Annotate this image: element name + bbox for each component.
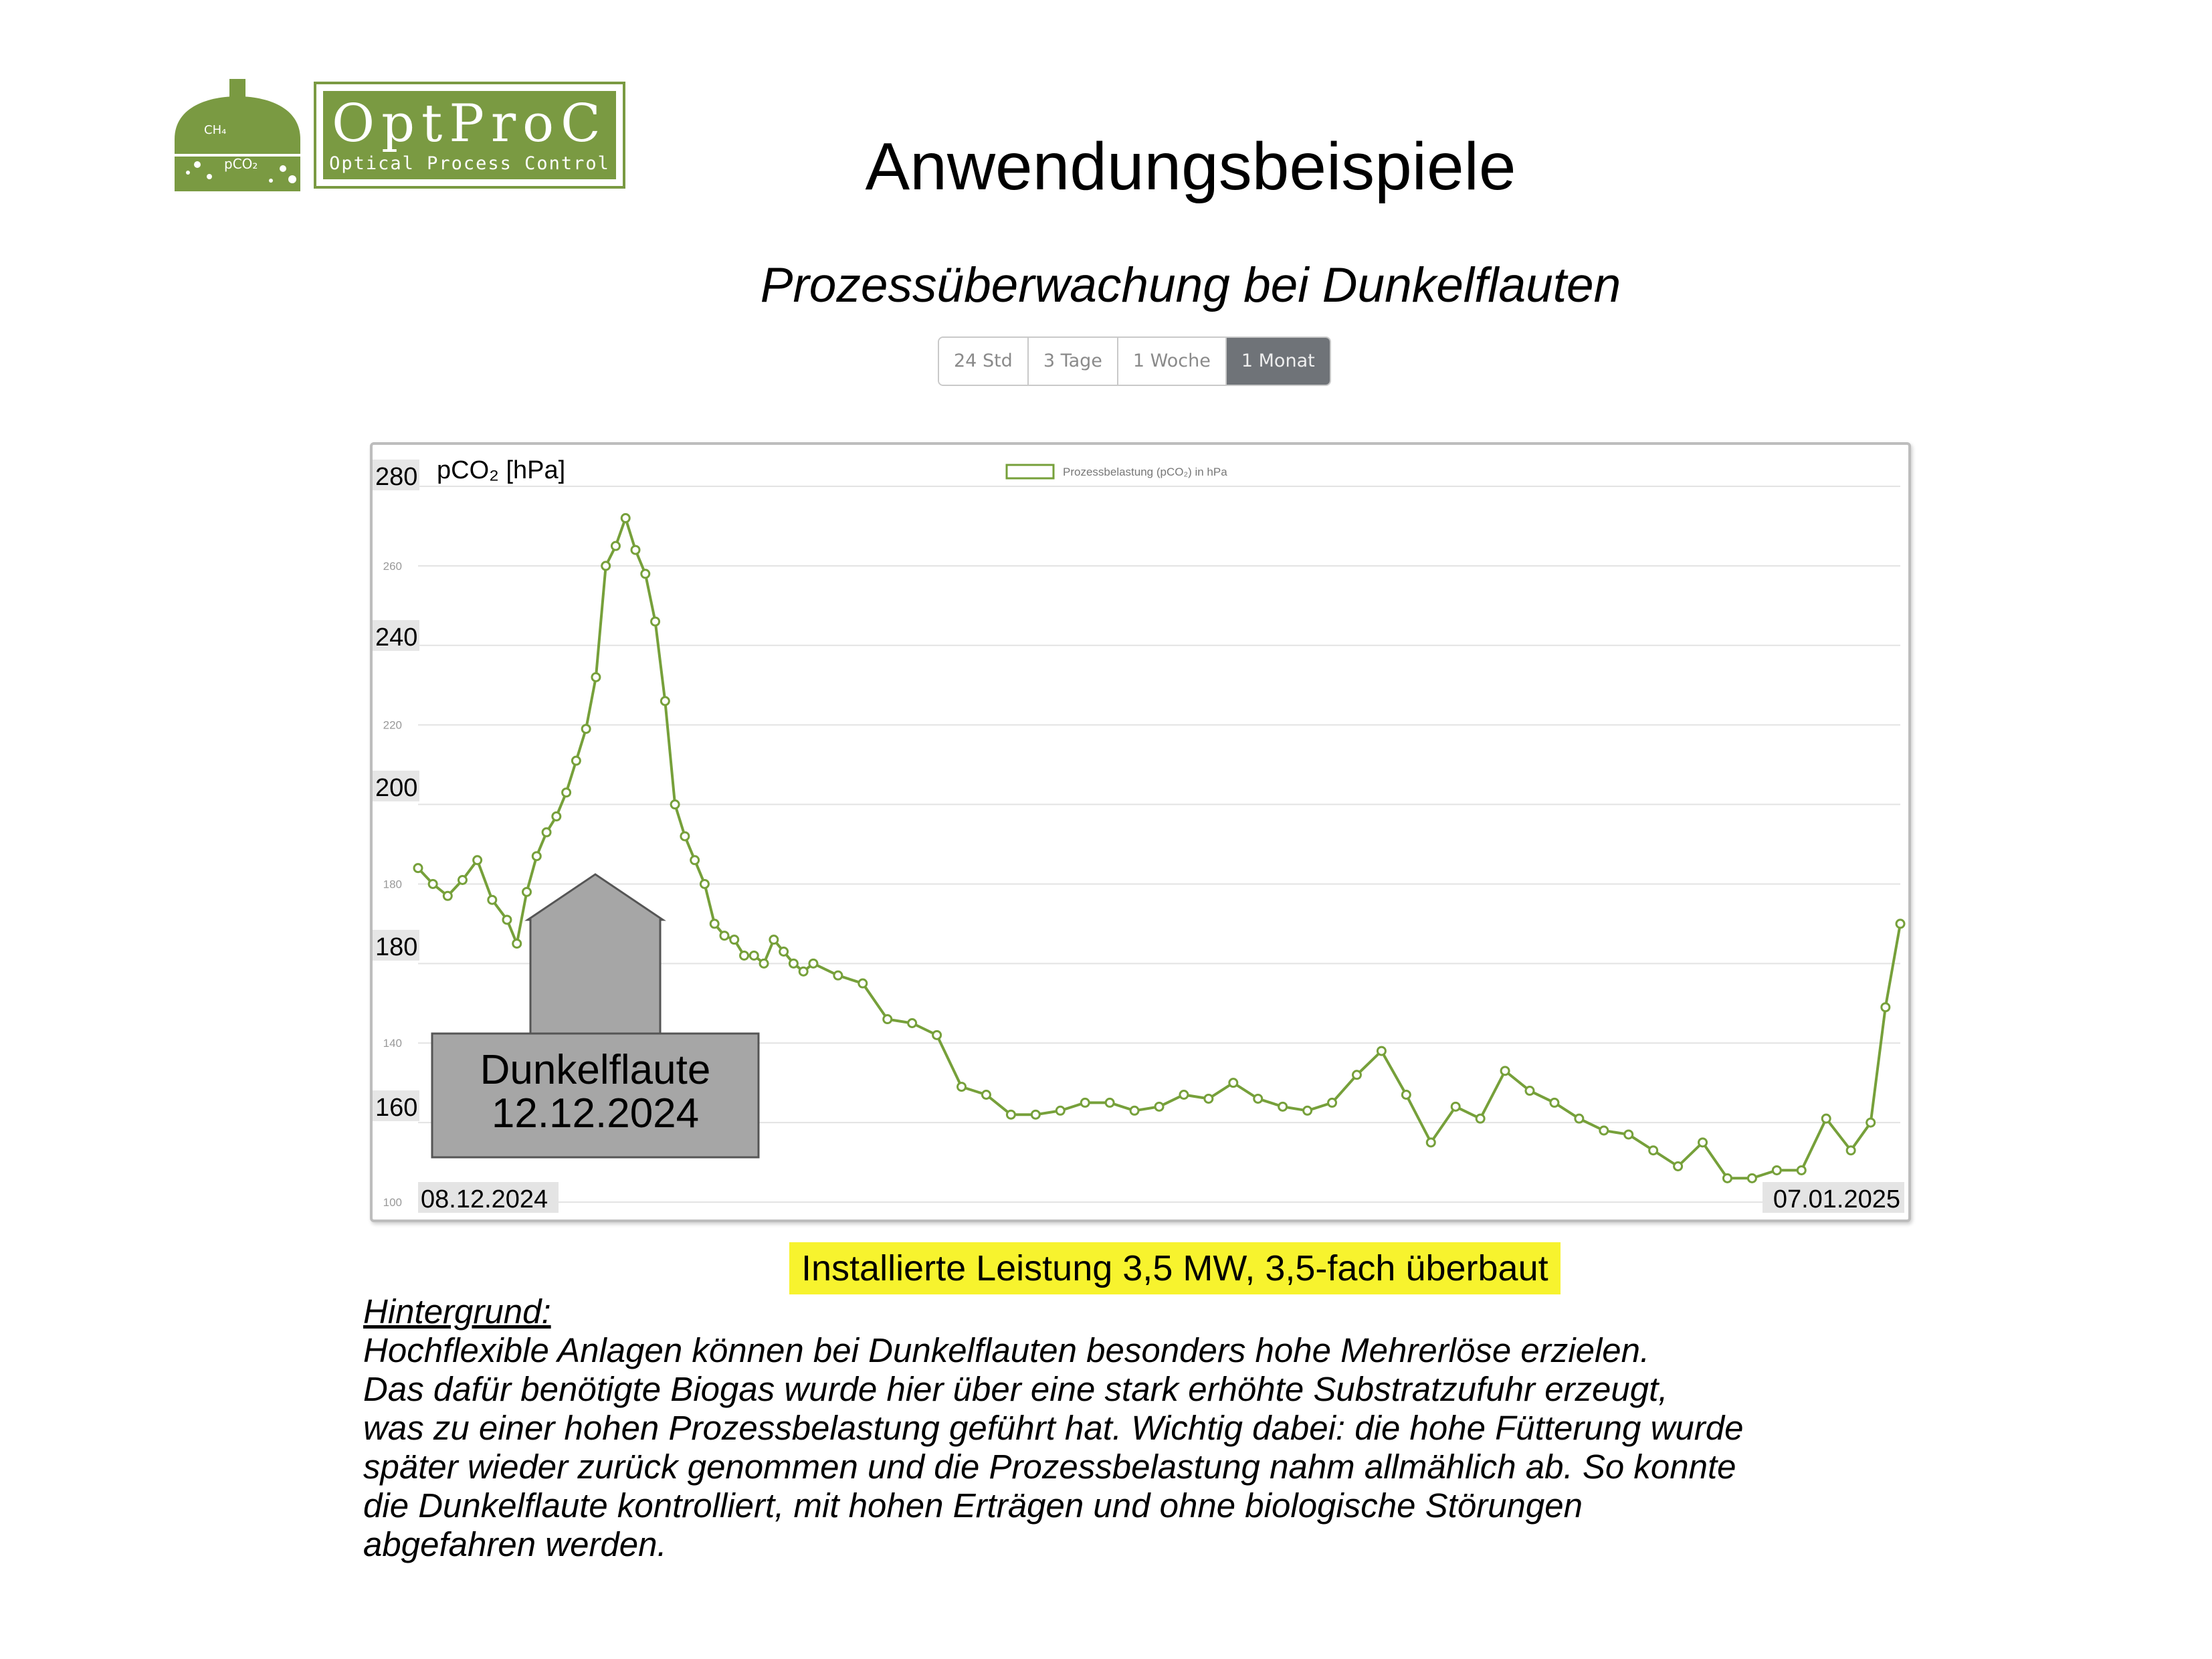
data-point <box>563 789 571 797</box>
data-point <box>908 1019 916 1028</box>
legend-label: Prozessbelastung (pCO₂) in hPa <box>1063 466 1227 478</box>
data-point <box>958 1083 966 1091</box>
background-heading: Hintergrund: <box>363 1292 551 1331</box>
data-point <box>1451 1102 1460 1110</box>
data-point <box>760 959 768 967</box>
data-point <box>1205 1094 1213 1102</box>
data-point <box>611 542 619 550</box>
data-point <box>1427 1139 1435 1147</box>
data-point <box>1723 1174 1731 1182</box>
data-point <box>1699 1139 1707 1147</box>
data-point <box>1625 1131 1633 1139</box>
page-subtitle: Prozessüberwachung bei Dunkelflauten <box>760 258 1621 312</box>
data-point <box>1180 1091 1188 1099</box>
background-line: die Dunkelflaute kontrolliert, mit hohen Erträgen und ohne biologische Störungen <box>363 1486 1583 1525</box>
data-point <box>1279 1102 1287 1110</box>
range-3days-button[interactable]: 3 Tage <box>1029 338 1118 385</box>
y-tick-label-overlay: 240 <box>375 623 418 652</box>
y-tick-label: 100 <box>383 1196 402 1209</box>
background-line: Das dafür benötigte Biogas wurde hier über eine stark erhöhte Substratzufuhr erzeugt, <box>363 1370 1668 1408</box>
data-point <box>532 852 540 860</box>
pco2-line-chart <box>373 445 1908 1219</box>
logo-name: OptProC <box>332 94 607 154</box>
data-point <box>592 673 600 681</box>
y-tick-label-overlay: 280 <box>375 463 418 491</box>
data-point <box>1882 1003 1890 1011</box>
data-point <box>1377 1047 1385 1055</box>
data-point <box>1575 1114 1583 1123</box>
data-point <box>1031 1110 1039 1118</box>
data-point <box>1155 1102 1163 1110</box>
data-point <box>681 832 689 840</box>
background-line: was zu einer hohen Prozessbelastung geführt hat. Wichtig dabei: die hohe Fütterung wurde <box>363 1409 1744 1447</box>
data-point <box>474 856 482 864</box>
data-point <box>572 757 580 765</box>
data-point <box>1501 1067 1509 1075</box>
capacity-caption: Installierte Leistung 3,5 MW, 3,5-fach überbaut <box>789 1242 1561 1294</box>
chart-legend <box>1007 465 1227 478</box>
data-point <box>1328 1098 1336 1106</box>
data-point <box>1352 1071 1361 1079</box>
chart-panel <box>370 442 1911 1222</box>
y-tick-label-overlay: 200 <box>375 774 418 802</box>
data-point <box>720 932 728 940</box>
data-point <box>1896 920 1904 928</box>
data-point <box>710 920 718 928</box>
annotation-line1: Dunkelflaute <box>480 1047 711 1093</box>
data-point <box>503 916 511 924</box>
data-point <box>1867 1118 1875 1127</box>
data-point <box>631 546 639 554</box>
data-point <box>542 828 550 836</box>
data-point <box>1822 1114 1830 1123</box>
background-line: Hochflexible Anlagen können bei Dunkelflauten besonders hohe Mehrerlöse erzielen. <box>363 1331 1650 1369</box>
data-point <box>1748 1174 1756 1182</box>
y-tick-label: 140 <box>383 1037 402 1050</box>
data-point <box>859 979 867 987</box>
data-point <box>582 725 590 733</box>
data-point <box>1130 1106 1138 1114</box>
data-point <box>661 697 669 705</box>
data-point <box>770 936 778 944</box>
data-point <box>1056 1106 1064 1114</box>
y-tick-label-overlay: 160 <box>375 1094 418 1122</box>
data-point <box>523 888 531 896</box>
data-point <box>1254 1094 1262 1102</box>
annotation-line2: 12.12.2024 <box>491 1090 700 1137</box>
data-point <box>671 801 679 809</box>
data-point <box>789 959 797 967</box>
background-line: später wieder zurück genommen und die Prozessbelastung nahm allmählich ab. So konnte <box>363 1448 1736 1486</box>
data-point <box>1402 1091 1410 1099</box>
up-arrow-icon <box>528 874 663 1034</box>
data-point <box>621 514 629 522</box>
y-tick-label: 260 <box>383 559 402 573</box>
data-point <box>1847 1147 1855 1155</box>
range-24h-button[interactable]: 24 Std <box>939 338 1029 385</box>
data-point <box>1229 1079 1237 1087</box>
data-point <box>513 940 521 948</box>
time-range-selector <box>938 336 1331 386</box>
logo-ch4: CH₄ <box>204 123 227 137</box>
data-point <box>651 617 660 625</box>
data-point <box>982 1091 990 1099</box>
data-point <box>1674 1163 1682 1171</box>
dunkelflaute-annotation <box>432 874 759 1157</box>
background-line: abgefahren werden. <box>363 1525 667 1563</box>
data-point <box>602 562 610 570</box>
data-point <box>1526 1087 1534 1095</box>
data-point <box>1797 1166 1805 1174</box>
y-tick-label-overlay: 180 <box>375 933 418 961</box>
data-point <box>799 967 807 975</box>
data-point <box>700 880 708 888</box>
logo-pco2: pCO₂ <box>224 156 258 172</box>
legend-swatch <box>1007 465 1053 478</box>
data-point <box>933 1031 941 1039</box>
x-end-label: 07.01.2025 <box>1773 1185 1900 1213</box>
data-point <box>1476 1114 1484 1123</box>
data-point <box>429 880 437 888</box>
page-title: Anwendungsbeispiele <box>865 129 1516 204</box>
data-point <box>414 864 422 872</box>
data-point <box>443 892 451 900</box>
background-text <box>363 1292 2076 1564</box>
y-tick-label: 220 <box>383 718 402 732</box>
data-point <box>458 876 466 884</box>
data-point <box>488 896 496 904</box>
data-point <box>1773 1166 1781 1174</box>
data-point <box>1081 1098 1089 1106</box>
range-1month-button[interactable]: 1 Monat <box>1227 338 1330 385</box>
data-point <box>809 959 817 967</box>
data-point <box>1007 1110 1015 1118</box>
data-point <box>691 856 699 864</box>
data-point <box>1600 1127 1608 1135</box>
data-point <box>1304 1106 1312 1114</box>
logo-tagline: Optical Process Control <box>329 153 610 174</box>
data-point <box>1649 1147 1657 1155</box>
data-point <box>641 570 649 578</box>
data-point <box>552 812 561 820</box>
data-point <box>730 936 738 944</box>
x-start-label: 08.12.2024 <box>421 1185 548 1213</box>
data-point <box>1550 1098 1559 1106</box>
data-point <box>750 951 758 959</box>
data-point <box>740 951 748 959</box>
data-point <box>834 971 842 979</box>
data-point <box>1106 1098 1114 1106</box>
data-point <box>884 1015 892 1023</box>
range-1week-button[interactable]: 1 Woche <box>1118 338 1227 385</box>
data-point <box>780 948 788 956</box>
y-axis-label: pCO₂ [hPa] <box>437 456 566 484</box>
y-tick-label: 180 <box>383 878 402 891</box>
